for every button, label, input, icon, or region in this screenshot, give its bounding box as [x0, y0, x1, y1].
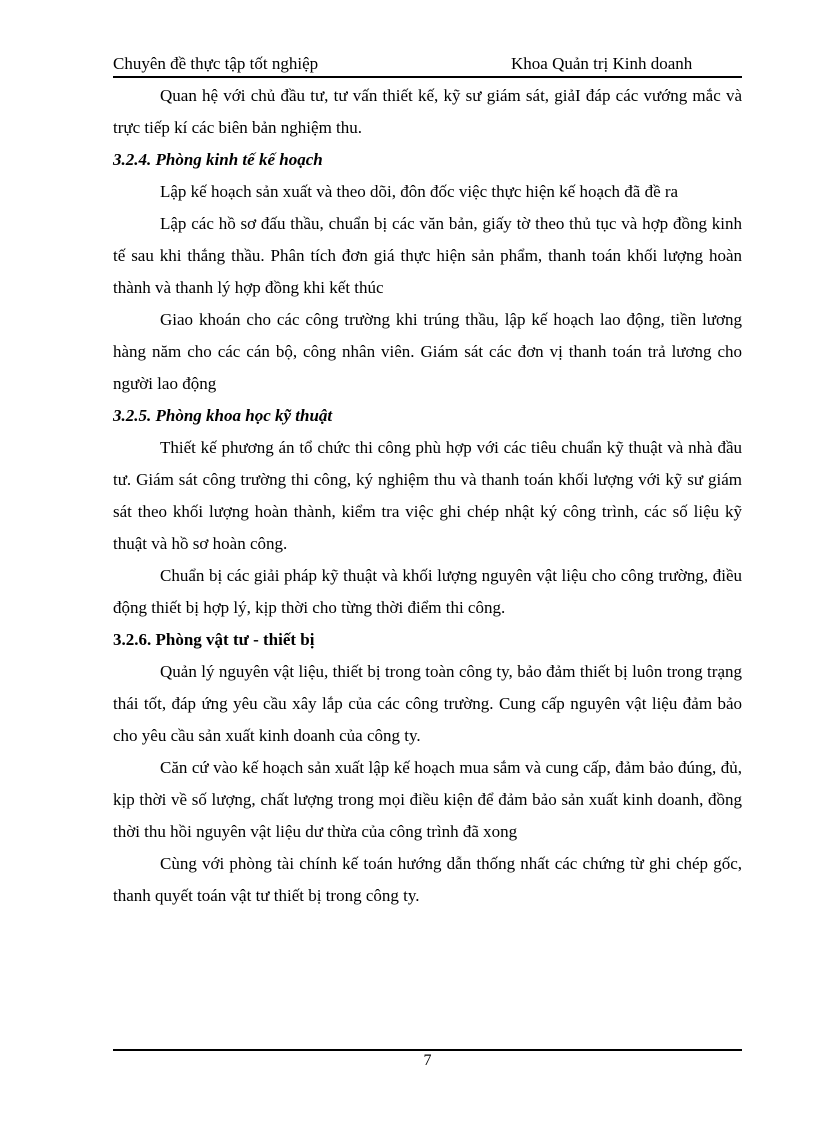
section-heading: 3.2.5. Phòng khoa học kỹ thuật — [113, 406, 333, 425]
paragraph: Lập các hồ sơ đấu thầu, chuẩn bị các văn bản, giấy tờ theo thủ tục và hợp đồng kinh tế sau khi thắng thầu. Phân tích đơn giá thực hiện sản phẩm, thanh toán khối lượng hoàn thành và thanh lý hợp đồng khi kết thúc — [113, 214, 742, 297]
paragraph: Cùng với phòng tài chính kế toán hướng dẫn thống nhất các chứng từ ghi chép gốc, thanh quyết toán vật tư thiết bị trong công ty. — [113, 854, 742, 905]
paragraph: Quản lý nguyên vật liệu, thiết bị trong toàn công ty, bảo đảm thiết bị luôn trong trạng thái tốt, đáp ứng yêu cầu xây lắp của các công trường. Cung cấp nguyên vật liệu đảm bảo cho yêu cầu sản xuất kinh doanh của công ty. — [113, 662, 742, 745]
header-title-right: Khoa Quản trị Kinh doanh — [511, 54, 693, 73]
paragraph: Thiết kế phương án tổ chức thi công phù hợp với các tiêu chuẩn kỹ thuật và nhà đầu tư. Giám sát công trường thi công, ký nghiệm thu và thanh toán khối lượng với kỹ sư giám sát theo khối lượng hoàn thành, kiểm tra việc ghi chép nhật ký công trình, các số liệu kỹ thuật và hồ sơ hoàn công. — [113, 438, 742, 553]
paragraph: Quan hệ với chủ đầu tư, tư vấn thiết kế, kỹ sư giám sát, giảI đáp các vướng mắc và trực tiếp kí các biên bản nghiệm thu. — [113, 86, 742, 137]
paragraph: Căn cứ vào kế hoạch sản xuất lập kế hoạch mua sắm và cung cấp, đảm bảo đúng, đủ, kịp thời về số lượng, chất lượng trong mọi điều kiện để đảm bảo sản xuất kinh doanh, đồng thời thu hồi nguyên vật liệu dư thừa của công trình đã xong — [113, 758, 742, 841]
section-heading: 3.2.4. Phòng kinh tế kế hoạch — [113, 150, 323, 169]
header-title-left: Chuyên đề thực tập tốt nghiệp — [113, 54, 319, 73]
page-number: 7 — [423, 1052, 432, 1069]
page-header — [113, 52, 742, 78]
paragraph: Chuẩn bị các giải pháp kỹ thuật và khối lượng nguyên vật liệu cho công trường, điều động thiết bị hợp lý, kịp thời cho từng thời điểm thi công. — [113, 566, 742, 617]
paragraph: Giao khoán cho các công trường khi trúng thầu, lập kế hoạch lao động, tiền lương hàng năm cho các cán bộ, công nhân viên. Giám sát các đơn vị thanh toán trả lương cho người lao động — [113, 310, 742, 393]
document-body — [113, 80, 742, 912]
section-heading: 3.2.6. Phòng vật tư - thiết bị — [113, 630, 315, 649]
paragraph: Lập kế hoạch sản xuất và theo dõi, đôn đốc việc thực hiện kế hoạch đã đề ra — [160, 182, 679, 201]
